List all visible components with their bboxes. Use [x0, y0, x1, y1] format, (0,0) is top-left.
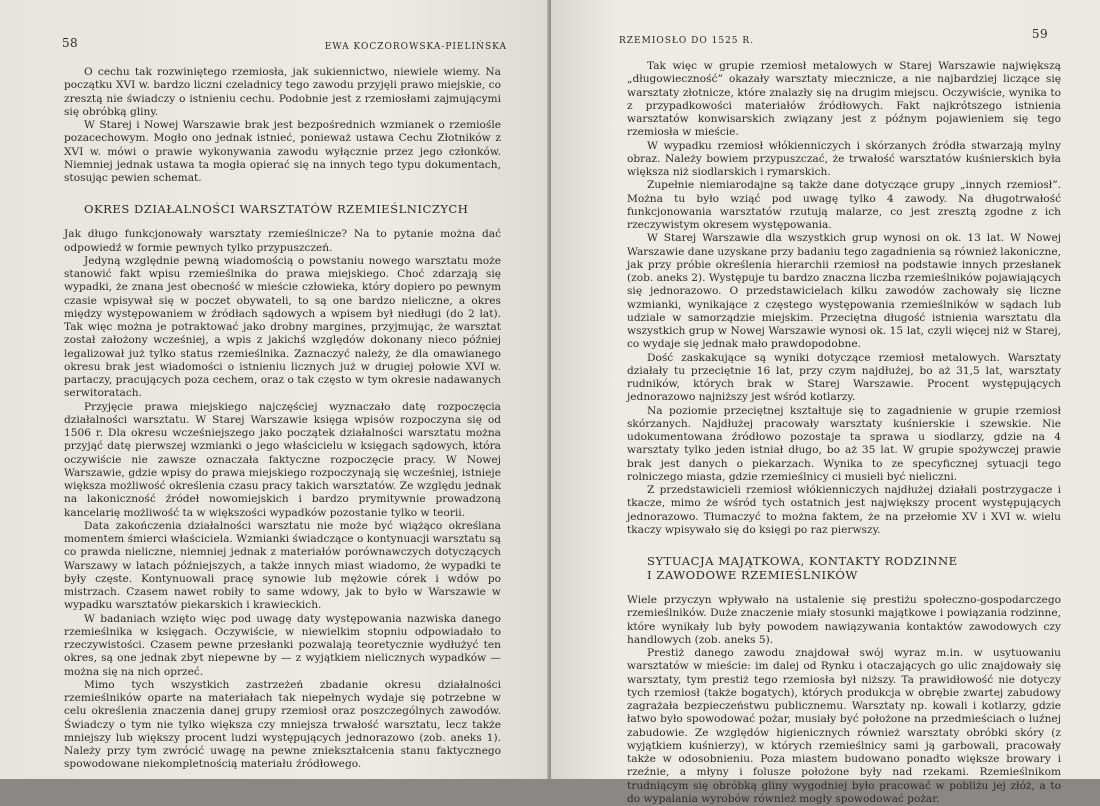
- section-title: OKRES DZIAŁALNOŚCI WARSZTATÓW RZEMIEŚLNICZYCH: [84, 202, 469, 217]
- paragraph: W wypadku rzemiosł włókienniczych i skórzanych źródła stwarzają mylny obraz. Należy bowiem przypuszczać, że trwałość warsztatów kuśnierskich była większa niż siodlarskich i rymarskich.: [627, 139, 1061, 178]
- left-running-head: EWA KOCZOROWSKA-PIELIŃSKA: [324, 42, 507, 52]
- right-text-column: [627, 60, 1061, 806]
- left-page: [0, 0, 549, 779]
- right-page: [551, 0, 1100, 805]
- paragraph: Prestiż danego zawodu znajdował swój wyraz m.in. w usytuowaniu warsztatów w mieście: im dalej od Rynku i otaczających go ulic znajdowały się warsztaty, tym prestiż tego rzemiosła był niższy. Ta prawidłowość nie dotyczy tych rzemiosł (także bogatych), których produkcja w obrębie zwartej zabudowy zagrażała bezpieczeństwu publicznemu. Warsztaty np. kowali i kotlarzy, gdzie łatwo było spowodować pożar, musiały być położone na przedmieściach o luźnej zabudowie. Ze względów higienicznych również warsztaty obróbki skóry (z wyjątkiem kuśnierzy), w których rzemieślnicy sami ją garbowali, pracowały także w odosobnieniu. Poza miastem budowano ponadto większe browary i rzeźnie, a młyny i folusze położone były nad rzekami. Rzemieślnikom trudniącym się obróbką gliny wygodniej było pracować w pobliżu jej złóż, a to do wypalania wyrobów również mogły spowodować pożar.: [627, 647, 1061, 805]
- paragraph: Mimo tych wszystkich zastrzeżeń zbadanie okresu działalności rzemieślników oparte na materiałach tak niepełnych wydaje się potrzebne w celu określenia znaczenia danej grupy rzemiosł oraz poszczególnych zawodów. Świadczy o tym nie tylko większa czy mniejsza trwałość warsztatu, lecz także mniejszy lub większy procent ludzi występujących jednorazowo (zob. aneks 1). Należy przy tym zwrócić uwagę na pewne zniekształcenia stanu faktycznego spowodowane niekompletnością materiału źródłowego.: [64, 678, 501, 771]
- paragraph: Na poziomie przeciętnej kształtuje się to zagadnienie w grupie rzemiosł skórzanych. Najdłużej pracowały warsztaty kuśnierskie i szewskie. Nie udokumentowana źródłowo pozostaje ta sprawa u siodlarzy, gdzie na 4 warsztaty tylko jeden istniał długo, bo aż 35 lat. W grupie spożywczej prawie brak jest danych o piekarzach. Wynika to ze specyficznej sytuacji tego rolniczego miasta, gdzie rzemieślnicy ci musieli być nieliczni.: [627, 404, 1061, 483]
- section-title-line: I ZAWODOWE RZEMIEŚLNIKÓW: [647, 568, 858, 582]
- right-page-number: 59: [1031, 27, 1048, 41]
- paragraph: Wiele przyczyn wpływało na ustalenie się prestiżu społeczno-gospodarczego rzemieślników. Duże znaczenie miały stosunki majątkowe i powiązania rodzinne, które wynikały lub były powodem nawiązywania kontaktów zawodowych czy handlowych (zob. aneks 5).: [627, 594, 1061, 646]
- section-title: [627, 554, 1061, 582]
- paragraph: Data zakończenia działalności warsztatu nie może być wiążąco określana momentem śmierci właściciela. Wzmianki świadczące o kontynuacji warsztatu są co prawda nieliczne, niemniej jednak z materiałów porównawczych dotyczących Warszawy w latach późniejszych, a także innych miast wiadomo, że wypadki te były częste. Kontynuowali pracę synowie lub mężowie córek i wdów po mistrzach. Czasem nawet robiły to same wdowy, jak to było w Warszawie w wypadku warsztatów piekarskich i krawieckich.: [64, 519, 501, 612]
- paragraph: Dość zaskakujące są wyniki dotyczące rzemiosł metalowych. Warsztaty działały tu przeciętnie 16 lat, przy czym najdłużej, bo aż 31,5 lat, warsztaty rudników, których brak w Starej Warszawie. Procent występujących jednorazowo najniższy jest wśród kotlarzy.: [627, 351, 1061, 404]
- paragraph: Jak długo funkcjonowały warsztaty rzemieślnicze? Na to pytanie można dać odpowiedź w formie pewnych tylko przypuszczeń.: [64, 228, 501, 254]
- paragraph: Z przedstawicieli rzemiosł włókienniczych najdłużej działali postrzygacze i tkacze, mimo że wśród tych ostatnich jest największy procent występujących jednorazowo. Tłumaczyć to można faktem, że na przełomie XV i XVI w. wielu tkaczy wpisywało się do księgi po raz pierwszy.: [627, 484, 1061, 536]
- paragraph: W badaniach wzięto więc pod uwagę daty występowania nazwiska danego rzemieślnika w księgach. Oczywiście, w niewielkim stopniu odpowiadało to rzeczywistości. Czasem pewne przesłanki pozwalają teoretycznie wydłużyć ten okres, są one jednak zbyt niepewne by — z wyjątkiem nielicznych wypadków — można się na nich oprzeć.: [64, 612, 501, 678]
- paragraph: Zupełnie niemiarodajne są także dane dotyczące grupy „innych rzemiosł”. Można tu było wziąć pod uwagę tylko 4 zawody. Na długotrwałość funkcjonowania warsztatów rzutują malarze, co jest zresztą zgodne z ich rzeczywistym okresem występowania.: [627, 179, 1061, 231]
- paragraph: W Starej i Nowej Warszawie brak jest bezpośrednich wzmianek o rzemiośle pozacechowym. Mogło ono jednak istnieć, ponieważ ustawa Cechu Złotników z XVI w. mówi o prawie wykonywania zawodu wyłącznie przez jego członków. Niemniej jednak ustawa ta mogła opierać się na innych tego typu dokumentach, stosując pewien schemat.: [64, 119, 501, 184]
- paragraph: W Starej Warszawie dla wszystkich grup wynosi on ok. 13 lat. W Nowej Warszawie dane uzyskane przy badaniu tego zagadnienia są również lakoniczne, jak przy próbie określenia hierarchii rzemiosł na podstawie innych przesłanek (zob. aneks 2). Występuje tu bardzo znaczna liczba rzemieślników pojawiających się jednorazowo. O przedstawicielach kilku zawodów zachowały się liczne wzmianki, wynikające z częstego występowania rzemieślników w sądach lub udziale w samorządzie miejskim. Przeciętna długość istnienia warsztatu dla wszystkich grup w Nowej Warszawie wynosi ok. 15 lat, czyli więcej niż w Starej, co wydaje się jednak mało prawdopodobne.: [627, 232, 1061, 351]
- left-page-number: 58: [62, 36, 79, 50]
- paragraph: Przyjęcie prawa miejskiego najczęściej wyznaczało datę rozpoczęcia działalności warsztatu. W Starej Warszawie księga wpisów rozpoczyna się od 1506 r. Dla okresu wcześniejszego jako początek działalności warsztatu można przyjąć datę pierwszej wzmianki o jego właścicielu w księgach sądowych, która oczywiście nie zawsze oznaczała faktyczne rozpoczęcie pracy. W Nowej Warszawie, gdzie wpisy do prawa miejskiego rozpoczynają się wcześniej, istnieje większa możliwość określenia czasu pracy takich warsztatów. Ze względu jednak na lakoniczność źródeł nowomiejskich i bardzo prymitywnie prowadzoną kancelarię możliwość ta w większości wypadków pozostanie tylko w teorii.: [64, 400, 501, 519]
- paragraph: Jedyną względnie pewną wiadomością o powstaniu nowego warsztatu może stanowić fakt wpisu rzemieślnika do prawa miejskiego. Choć zdarzają się wypadki, że znana jest obecność w mieście człowieka, który dopiero po pewnym czasie wpisywał się w poczet obywateli, to są one bardzo nieliczne, a okres między występowaniem w źródłach sądowych a wpisem był niedługi (do 2 lat). Tak więc można je potraktować jako drobny margines, przyjmując, że warsztat został założony wcześniej, a wpis z jakichś względów dokonany nieco później legalizował już tylko status rzemieślnika. Zaznaczyć należy, że dla omawianego okresu brak jest wiadomości o istnieniu licznych już w drugiej połowie XVI w. partaczy, pracujących poza cechem, oraz o tak często w tym okresie nadawanych serwitoratach.: [64, 254, 501, 400]
- paragraph: Tak więc w grupie rzemiosł metalowych w Starej Warszawie największą „długowieczność” okazały warsztaty miecznicze, a nie najbardziej liczące się warsztaty złotnicze, które znalazły się na drugim miejscu. Oczywiście, wynika to z przypadkowości materiałów źródłowych. Fakt najkrótszego istnienia warsztatów konwisarskich związany jest z późnym pojawieniem się tego rzemiosła w mieście.: [627, 60, 1061, 139]
- paragraph: O cechu tak rozwiniętego rzemiosła, jak sukiennictwo, niewiele wiemy. Na początku XVI w. bardzo liczni czeladnicy tego zawodu przyjęli prawo miejskie, co zresztą nie świadczy o istnieniu cechu. Podobnie jest z rzemiosłami zajmującymi się obróbką gliny.: [64, 66, 501, 118]
- left-text-column: [64, 66, 501, 772]
- right-running-head: RZEMIOSŁO DO 1525 R.: [619, 36, 755, 46]
- section-title-line: SYTUACJA MAJĄTKOWA, KONTAKTY RODZINNE: [647, 554, 958, 568]
